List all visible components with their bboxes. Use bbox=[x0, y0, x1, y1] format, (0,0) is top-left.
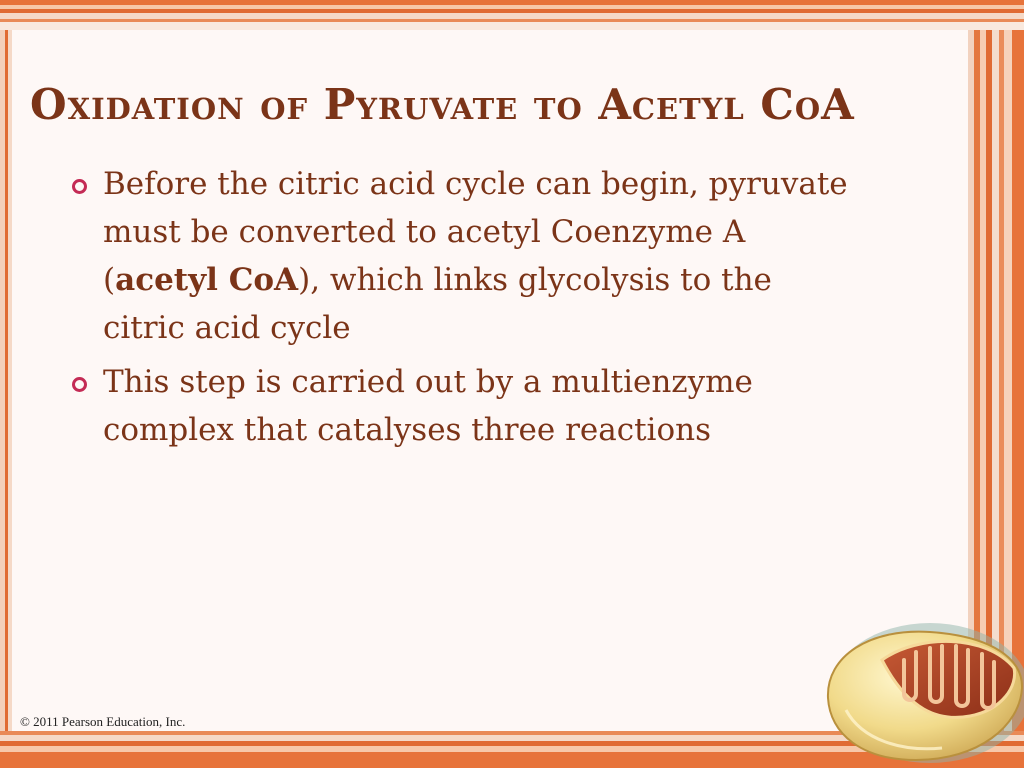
bold-term: acetyl CoA bbox=[115, 262, 299, 298]
hollow-circle-bullet-icon bbox=[72, 179, 87, 194]
mitochondrion-icon bbox=[818, 598, 1024, 768]
copyright-notice: © 2011 Pearson Education, Inc. bbox=[20, 714, 186, 729]
bullet-item bbox=[72, 358, 862, 454]
bullet-item bbox=[72, 160, 862, 352]
slide-title: Oxidation of Pyruvate to Acetyl CoA bbox=[30, 80, 855, 129]
bullet-text: This step is carried out by a multienzyme complex that catalyses three reactions bbox=[103, 364, 753, 448]
hollow-circle-bullet-icon bbox=[72, 377, 87, 392]
bullet-text: Before the citric acid cycle can begin, pyruvate must be converted to acetyl Coenzyme A ( bbox=[103, 166, 848, 298]
bullet-list bbox=[72, 160, 862, 460]
bullet-text: ), which links glycolysis to the citric acid cycle bbox=[103, 262, 772, 346]
